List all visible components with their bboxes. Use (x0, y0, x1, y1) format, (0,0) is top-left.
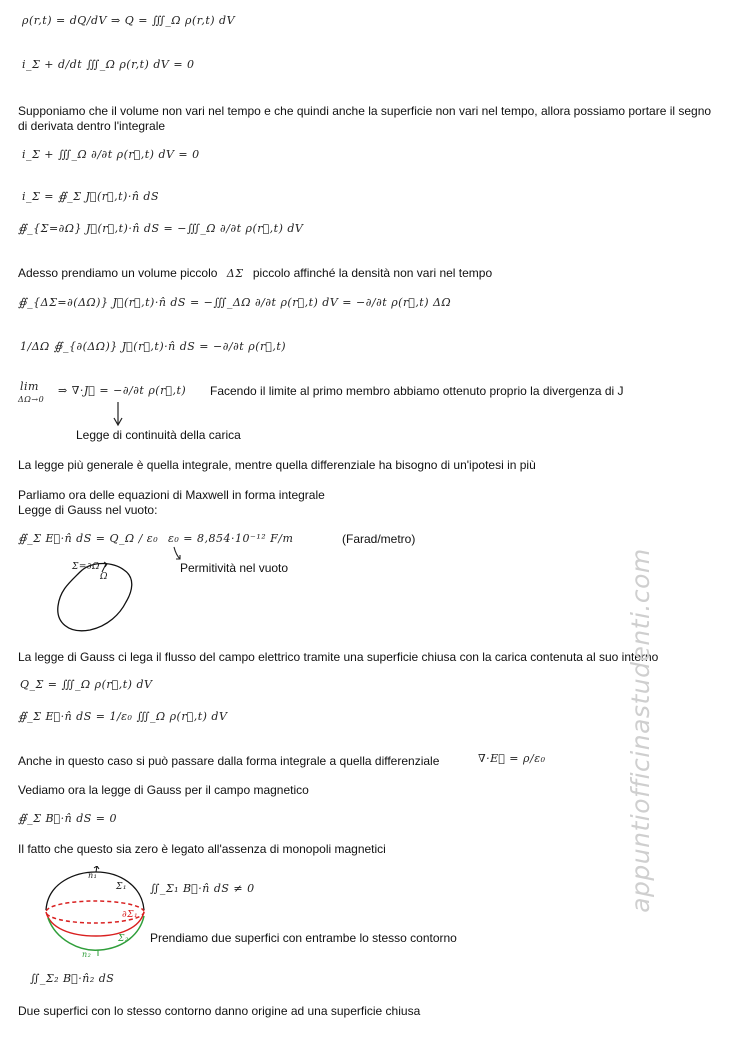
continuity-law-label: Legge di continuità della carica (76, 428, 241, 442)
sphere-n2-label: n₂ (82, 950, 92, 959)
small-volume-text: Adesso prendiamo un volume piccolo (18, 266, 218, 280)
hw-derivative-inside: i_Σ + ∭_Ω ∂/∂t ρ(r⃗,t) dV = 0 (22, 148, 200, 161)
hw-continuity-integral: i_Σ + d/dt ∭_Ω ρ(r,t) dV = 0 (22, 58, 195, 71)
watermark-text: appuntiofficinastudenti.com (625, 547, 655, 913)
hw-charge-density: ρ(r,t) = dQ/dV ⇒ Q = ∭_Ω ρ(r,t) dV (22, 14, 236, 27)
hw-gauss-law: ∯_Σ E⃗·n̂ dS = Q_Ω / ε₀ (18, 532, 159, 545)
hw-lim: lim (20, 380, 39, 393)
hw-epsilon-value: ε₀ = 8,854·10⁻¹² F/m (168, 532, 294, 545)
small-volume-text-b: piccolo affinché la densità non vari nel tempo (252, 266, 493, 280)
hw-charge-sigma: Q_Σ = ∭_Ω ρ(r⃗,t) dV (20, 678, 153, 691)
blob-sigma-label: Σ=∂Ω (72, 562, 101, 572)
hw-div-e: ∇·E⃗ = ρ/ε₀ (478, 752, 546, 765)
paragraph-closed-surface: Due superfici con lo stesso contorno danno origine ad una superficie chiusa (18, 1004, 421, 1018)
paragraph-small-volume (18, 266, 492, 281)
farad-per-meter-label: (Farad/metro) (342, 532, 416, 546)
hw-flux-sigma1: ∬_Σ₁ B⃗·n̂ dS ≠ 0 (150, 882, 255, 895)
hw-delta-sigma: ΔΣ (226, 267, 244, 280)
paragraph-monopoles: Il fatto che questo sia zero è legato all'assenza di monopoli magnetici (18, 842, 386, 856)
paragraph-maxwell-integral: Parliamo ora delle equazioni di Maxwell in forma integrale (18, 488, 325, 502)
hw-magnetic-flux-zero: ∯_Σ B⃗·n̂ dS = 0 (18, 812, 118, 825)
sphere-sigma1-label: Σ₁ (116, 882, 127, 892)
hw-flux-equals-volume: ∯_{Σ=∂Ω} J⃗(r⃗,t)·n̂ dS = −∭_Ω ∂/∂t ρ(r⃗,t) dV (18, 222, 304, 235)
paragraph-differential-form: Anche in questo caso si può passare dalla forma integrale a quella differenziale (18, 754, 440, 768)
hw-divided-flux: 1/ΔΩ ∯_{∂(ΔΩ)} J⃗(r⃗,t)·n̂ dS = −∂/∂t ρ(r⃗,t) (20, 340, 287, 353)
permittivity-label: Permitività nel vuoto (180, 561, 289, 575)
sphere-sigma2-label: Σ₂ (118, 934, 129, 944)
gauss-vacuum-heading: Legge di Gauss nel vuoto: (18, 503, 158, 517)
sphere-contour-label: ∂Σ₁ (122, 910, 139, 920)
hw-flux-sigma2: ∬_Σ₂ B⃗·n̂₂ dS (30, 972, 115, 985)
hw-current-flux: i_Σ = ∯_Σ J⃗(r⃗,t)·n̂ dS (22, 190, 159, 203)
paragraph-volume-constant: Supponiamo che il volume non vari nel tempo e che quindi anche la superficie non vari nel tempo, allora possiamo portare il segno di derivata dentro l'integrale (18, 104, 712, 133)
paragraph-two-surfaces: Prendiamo due superfici con entrambe lo stesso contorno (150, 931, 457, 945)
arrow-down-icon (110, 400, 130, 430)
hw-gauss-volume: ∯_Σ E⃗·n̂ dS = 1/ε₀ ∭_Ω ρ(r⃗,t) dV (18, 710, 228, 723)
blob-omega-label: Ω (100, 572, 108, 582)
paragraph-divergence: Facendo il limite al primo membro abbiamo ottenuto proprio la divergenza di J (210, 384, 624, 398)
sphere-n1-label: n₁ (88, 871, 98, 880)
hw-divergence-j: ⇒ ∇·J⃗ = −∂/∂t ρ(r⃗,t) (58, 384, 187, 397)
watermark (618, 540, 662, 920)
paragraph-magnetic-gauss: Vediamo ora la legge di Gauss per il campo magnetico (18, 783, 309, 797)
hw-small-volume-flux: ∯_{ΔΣ=∂(ΔΩ)} J⃗(r⃗,t)·n̂ dS = −∭_ΔΩ ∂/∂t ρ(r⃗,t) dV = −∂/∂t ρ(r⃗,t) ΔΩ (18, 296, 452, 309)
paragraph-gauss-flux: La legge di Gauss ci lega il flusso del campo elettrico tramite una superficie chiusa con la carica contenuta al suo interno (18, 650, 659, 664)
paragraph-integral-general: La legge più generale è quella integrale, mentre quella differenziale ha bisogno di un'ipotesi in più (18, 458, 536, 472)
hw-lim-sub: ΔΩ→0 (18, 395, 45, 404)
